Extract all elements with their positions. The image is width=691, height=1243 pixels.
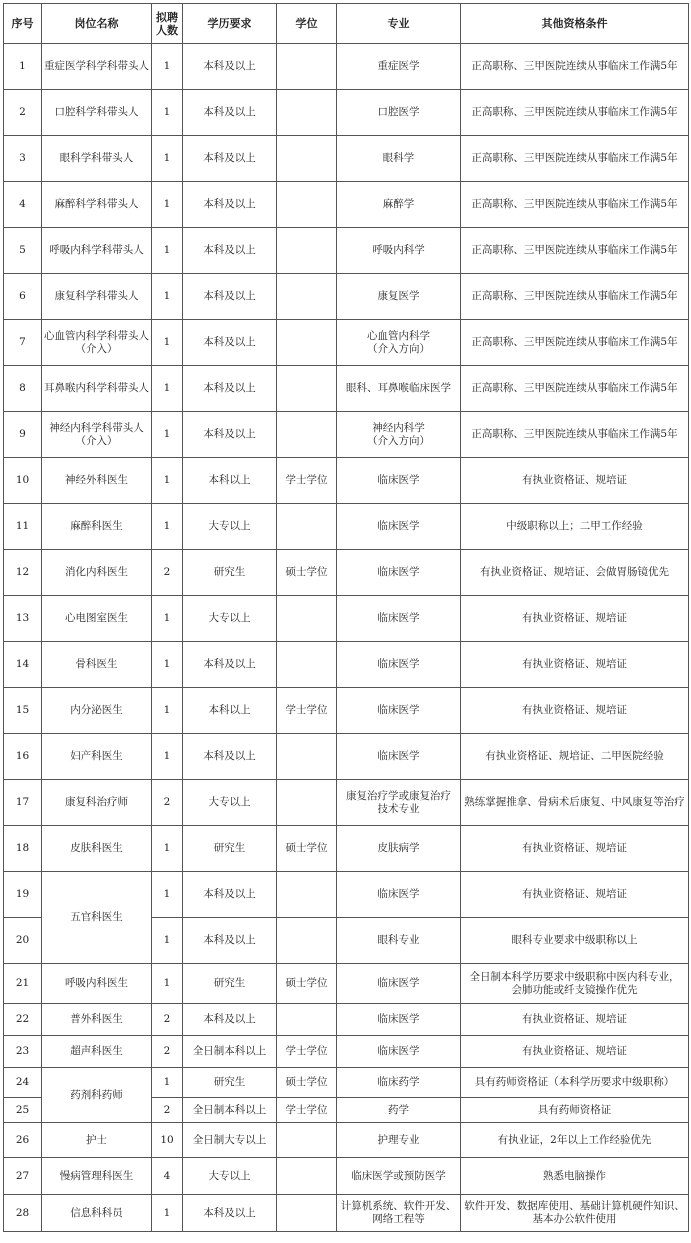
header-major: 专业: [337, 4, 461, 44]
cell-degree: 硕士学位: [277, 826, 337, 872]
cell-count: 1: [152, 412, 183, 458]
cell-education: 本科及以上: [183, 274, 277, 320]
cell-degree: [277, 1004, 337, 1036]
table-row: [4, 642, 689, 688]
cell-qualifications: 具有药师资格证（本科学历要求中级职称）: [461, 1068, 689, 1098]
cell-index: 23: [4, 1036, 42, 1068]
table-row: [4, 412, 689, 458]
cell-degree: 硕士学位: [277, 550, 337, 596]
cell-index: 24: [4, 1068, 42, 1098]
cell-count: 1: [152, 872, 183, 918]
cell-major: 临床医学: [337, 642, 461, 688]
cell-position: 眼科学科带头人: [42, 136, 152, 182]
cell-degree: 学士学位: [277, 458, 337, 504]
cell-position: 重症医学科学科带头人: [42, 44, 152, 90]
cell-index: 3: [4, 136, 42, 182]
cell-education: 全日制本科以上: [183, 1098, 277, 1123]
cell-index: 27: [4, 1158, 42, 1195]
cell-qualifications: 有执业资格证、规培证: [461, 872, 689, 918]
cell-count: 1: [152, 1195, 183, 1232]
cell-education: 本科及以上: [183, 734, 277, 780]
cell-major: 眼科、耳鼻喉临床医学: [337, 366, 461, 412]
cell-degree: [277, 1158, 337, 1195]
cell-education: 本科及以上: [183, 228, 277, 274]
cell-position: 耳鼻喉内科学科带头人: [42, 366, 152, 412]
cell-qualifications: 有执业资格证、规培证: [461, 596, 689, 642]
table-row: [4, 780, 689, 826]
table-row: [4, 1195, 689, 1232]
cell-education: 大专以上: [183, 596, 277, 642]
cell-index: 8: [4, 366, 42, 412]
cell-index: 14: [4, 642, 42, 688]
cell-position: 普外科医生: [42, 1004, 152, 1036]
cell-degree: [277, 274, 337, 320]
cell-position: 慢病管理科医生: [42, 1158, 152, 1195]
cell-qualifications: 有执业证，2年以上工作经验优先: [461, 1123, 689, 1158]
cell-education: 研究生: [183, 550, 277, 596]
header-qualifications: 其他资格条件: [461, 4, 689, 44]
table-row: [4, 90, 689, 136]
cell-position: 康复科治疗师: [42, 780, 152, 826]
cell-index: 6: [4, 274, 42, 320]
cell-position: 心血管内科学科带头人 （介入）: [42, 320, 152, 366]
cell-index: 9: [4, 412, 42, 458]
cell-qualifications: 有执业资格证、规培证、会做胃肠镜优先: [461, 550, 689, 596]
cell-qualifications: 正高职称、三甲医院连续从事临床工作满5年: [461, 44, 689, 90]
table-row: [4, 1036, 689, 1068]
cell-education: 本科及以上: [183, 182, 277, 228]
cell-major: 临床医学: [337, 734, 461, 780]
cell-index: 5: [4, 228, 42, 274]
cell-position: 神经外科医生: [42, 458, 152, 504]
cell-qualifications: 有执业资格证、规培证: [461, 1036, 689, 1068]
table-row: [4, 826, 689, 872]
table-row: [4, 1004, 689, 1036]
cell-index: 11: [4, 504, 42, 550]
cell-major: 临床医学: [337, 688, 461, 734]
cell-position: 呼吸内科学科带头人: [42, 228, 152, 274]
cell-qualifications: 眼科专业要求中级职称以上: [461, 918, 689, 964]
table-row: [4, 182, 689, 228]
cell-degree: 学士学位: [277, 1036, 337, 1068]
cell-count: 1: [152, 182, 183, 228]
cell-degree: [277, 90, 337, 136]
cell-count: 2: [152, 1036, 183, 1068]
cell-major: 重症医学: [337, 44, 461, 90]
cell-degree: [277, 504, 337, 550]
cell-degree: [277, 182, 337, 228]
cell-qualifications: 有执业资格证、规培证: [461, 458, 689, 504]
cell-index: 2: [4, 90, 42, 136]
table-row: [4, 734, 689, 780]
table-row: [4, 136, 689, 182]
cell-count: 1: [152, 228, 183, 274]
table-row: [4, 458, 689, 504]
cell-position: 药剂科药师: [42, 1068, 152, 1123]
cell-education: 本科及以上: [183, 918, 277, 964]
cell-degree: [277, 44, 337, 90]
table-row: [4, 504, 689, 550]
cell-degree: [277, 872, 337, 918]
cell-count: 1: [152, 136, 183, 182]
cell-education: 本科及以上: [183, 366, 277, 412]
table-row: [4, 688, 689, 734]
cell-qualifications: 正高职称、三甲医院连续从事临床工作满5年: [461, 274, 689, 320]
cell-count: 1: [152, 964, 183, 1004]
cell-position: 呼吸内科医生: [42, 964, 152, 1004]
cell-count: 1: [152, 1068, 183, 1098]
cell-degree: [277, 918, 337, 964]
cell-major: 眼科专业: [337, 918, 461, 964]
cell-position: 超声科医生: [42, 1036, 152, 1068]
cell-education: 研究生: [183, 1068, 277, 1098]
cell-degree: 硕士学位: [277, 964, 337, 1004]
cell-position: 口腔科学科带头人: [42, 90, 152, 136]
cell-degree: [277, 228, 337, 274]
cell-education: 本科及以上: [183, 1195, 277, 1232]
cell-major: 临床药学: [337, 1068, 461, 1098]
cell-index: 22: [4, 1004, 42, 1036]
cell-education: 本科以上: [183, 458, 277, 504]
cell-position: 内分泌医生: [42, 688, 152, 734]
cell-count: 2: [152, 550, 183, 596]
cell-index: 4: [4, 182, 42, 228]
cell-count: 1: [152, 734, 183, 780]
cell-major: 皮肤病学: [337, 826, 461, 872]
cell-index: 26: [4, 1123, 42, 1158]
cell-count: 1: [152, 366, 183, 412]
table-row: [4, 1123, 689, 1158]
cell-major: 临床医学或预防医学: [337, 1158, 461, 1195]
cell-degree: [277, 320, 337, 366]
cell-count: 1: [152, 918, 183, 964]
cell-qualifications: 全日制本科学历要求中级职称中医内科专业， 会肺功能或纤支镜操作优先: [461, 964, 689, 1004]
cell-major: 临床医学: [337, 458, 461, 504]
cell-position: 康复科学科带头人: [42, 274, 152, 320]
cell-degree: [277, 366, 337, 412]
cell-major: 临床医学: [337, 596, 461, 642]
cell-position: 神经内科学科带头人 （介入）: [42, 412, 152, 458]
cell-degree: [277, 642, 337, 688]
cell-count: 1: [152, 458, 183, 504]
cell-position: 五官科医生: [42, 872, 152, 964]
cell-major: 康复医学: [337, 274, 461, 320]
cell-major: 临床医学: [337, 504, 461, 550]
cell-degree: [277, 412, 337, 458]
cell-education: 大专以上: [183, 1158, 277, 1195]
cell-degree: 硕士学位: [277, 1068, 337, 1098]
cell-position: 麻醉科学科带头人: [42, 182, 152, 228]
cell-qualifications: 正高职称、三甲医院连续从事临床工作满5年: [461, 366, 689, 412]
cell-position: 信息科科员: [42, 1195, 152, 1232]
cell-major: 麻醉学: [337, 182, 461, 228]
cell-count: 1: [152, 274, 183, 320]
cell-index: 12: [4, 550, 42, 596]
cell-degree: [277, 136, 337, 182]
cell-degree: [277, 1195, 337, 1232]
cell-degree: [277, 1123, 337, 1158]
cell-position: 心电图室医生: [42, 596, 152, 642]
cell-major: 口腔医学: [337, 90, 461, 136]
cell-major: 眼科学: [337, 136, 461, 182]
cell-index: 25: [4, 1098, 42, 1123]
header-row: [4, 4, 689, 44]
cell-major: 康复治疗学或康复治疗 技术专业: [337, 780, 461, 826]
cell-index: 10: [4, 458, 42, 504]
header-degree: 学位: [277, 4, 337, 44]
cell-qualifications: 有执业资格证、规培证: [461, 1004, 689, 1036]
cell-index: 28: [4, 1195, 42, 1232]
cell-qualifications: 有执业资格证、规培证、二甲医院经验: [461, 734, 689, 780]
cell-qualifications: 熟悉电脑操作: [461, 1158, 689, 1195]
table-row: [4, 596, 689, 642]
cell-count: 1: [152, 596, 183, 642]
cell-count: 10: [152, 1123, 183, 1158]
cell-position: 妇产科医生: [42, 734, 152, 780]
cell-education: 研究生: [183, 826, 277, 872]
cell-count: 1: [152, 504, 183, 550]
cell-index: 19: [4, 872, 42, 918]
cell-degree: [277, 734, 337, 780]
cell-count: 1: [152, 320, 183, 366]
cell-qualifications: 正高职称、三甲医院连续从事临床工作满5年: [461, 228, 689, 274]
cell-count: 2: [152, 1098, 183, 1123]
cell-education: 本科及以上: [183, 872, 277, 918]
cell-position: 骨科医生: [42, 642, 152, 688]
cell-education: 本科及以上: [183, 642, 277, 688]
cell-index: 1: [4, 44, 42, 90]
cell-education: 全日制本科以上: [183, 1036, 277, 1068]
cell-count: 2: [152, 1004, 183, 1036]
cell-major: 神经内科学 （介入方向）: [337, 412, 461, 458]
cell-major: 临床医学: [337, 1036, 461, 1068]
cell-index: 15: [4, 688, 42, 734]
cell-index: 7: [4, 320, 42, 366]
cell-qualifications: 正高职称、三甲医院连续从事临床工作满5年: [461, 182, 689, 228]
cell-education: 本科及以上: [183, 44, 277, 90]
cell-count: 1: [152, 44, 183, 90]
cell-education: 本科及以上: [183, 1004, 277, 1036]
cell-qualifications: 中级职称以上；二甲工作经验: [461, 504, 689, 550]
cell-qualifications: 熟练掌握推拿、骨病术后康复、中风康复等治疗: [461, 780, 689, 826]
cell-count: 1: [152, 826, 183, 872]
cell-qualifications: 有执业资格证、规培证: [461, 688, 689, 734]
cell-index: 13: [4, 596, 42, 642]
cell-qualifications: 正高职称、三甲医院连续从事临床工作满5年: [461, 320, 689, 366]
cell-count: 1: [152, 688, 183, 734]
table-row: [4, 274, 689, 320]
cell-education: 本科及以上: [183, 320, 277, 366]
cell-position: 麻醉科医生: [42, 504, 152, 550]
cell-education: 本科及以上: [183, 412, 277, 458]
cell-count: 1: [152, 90, 183, 136]
header-education: 学历要求: [183, 4, 277, 44]
cell-major: 呼吸内科学: [337, 228, 461, 274]
cell-qualifications: 具有药师资格证: [461, 1098, 689, 1123]
table-row: [4, 1068, 689, 1098]
cell-education: 本科及以上: [183, 90, 277, 136]
cell-major: 药学: [337, 1098, 461, 1123]
cell-major: 计算机系统、软件开发、 网络工程等: [337, 1195, 461, 1232]
cell-count: 4: [152, 1158, 183, 1195]
cell-position: 护士: [42, 1123, 152, 1158]
cell-index: 18: [4, 826, 42, 872]
cell-major: 临床医学: [337, 964, 461, 1004]
header-position: 岗位名称: [42, 4, 152, 44]
cell-index: 17: [4, 780, 42, 826]
table-row: [4, 964, 689, 1004]
cell-degree: 学士学位: [277, 1098, 337, 1123]
cell-major: 心血管内科学 （介入方向）: [337, 320, 461, 366]
table-row: [4, 366, 689, 412]
header-index: 序号: [4, 4, 42, 44]
cell-education: 研究生: [183, 964, 277, 1004]
cell-index: 21: [4, 964, 42, 1004]
cell-education: 本科以上: [183, 688, 277, 734]
cell-count: 1: [152, 642, 183, 688]
recruitment-table: [3, 3, 689, 1232]
cell-qualifications: 有执业资格证、规培证: [461, 826, 689, 872]
cell-education: 全日制大专以上: [183, 1123, 277, 1158]
header-count: 拟聘 人数: [152, 4, 183, 44]
cell-degree: 学士学位: [277, 688, 337, 734]
cell-position: 皮肤科医生: [42, 826, 152, 872]
cell-qualifications: 正高职称、三甲医院连续从事临床工作满5年: [461, 90, 689, 136]
cell-education: 大专以上: [183, 504, 277, 550]
cell-index: 20: [4, 918, 42, 964]
cell-qualifications: 正高职称、三甲医院连续从事临床工作满5年: [461, 412, 689, 458]
cell-qualifications: 正高职称、三甲医院连续从事临床工作满5年: [461, 136, 689, 182]
cell-major: 临床医学: [337, 550, 461, 596]
cell-major: 临床医学: [337, 872, 461, 918]
cell-qualifications: 有执业资格证、规培证: [461, 642, 689, 688]
cell-index: 16: [4, 734, 42, 780]
cell-position: 消化内科医生: [42, 550, 152, 596]
cell-major: 护理专业: [337, 1123, 461, 1158]
cell-degree: [277, 780, 337, 826]
cell-qualifications: 软件开发、数据库使用、基础计算机硬件知识、 基本办公软件使用: [461, 1195, 689, 1232]
cell-degree: [277, 596, 337, 642]
table-row: [4, 872, 689, 918]
cell-major: 临床医学: [337, 1004, 461, 1036]
table-row: [4, 1158, 689, 1195]
table-row: [4, 228, 689, 274]
table-row: [4, 550, 689, 596]
cell-education: 本科及以上: [183, 136, 277, 182]
table-row: [4, 44, 689, 90]
table-row: [4, 320, 689, 366]
cell-count: 2: [152, 780, 183, 826]
cell-education: 大专以上: [183, 780, 277, 826]
